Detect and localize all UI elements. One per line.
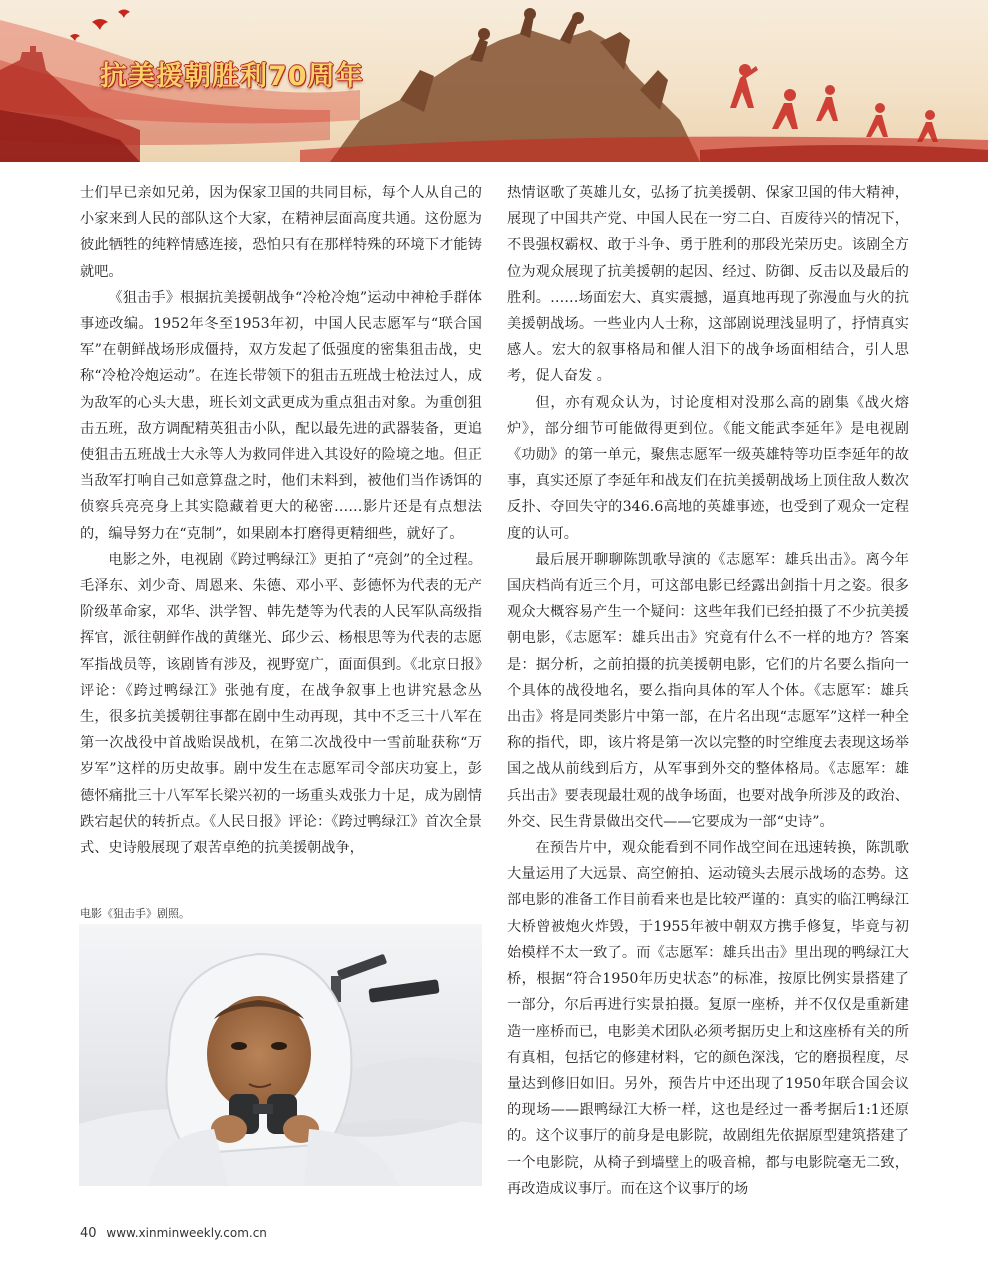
film-still-photo: [79, 924, 482, 1186]
photo-caption: 电影《狙击手》剧照。: [80, 907, 190, 920]
paragraph: 在预告片中，观众能看到不同作战空间在迅速转换，陈凯歌大量运用了大远景、高空俯拍、运动镜头去展示战场的态势。这部电影的准备工作目前看来也是比较严谨的：真实的临江鸭绿江大桥曾被炮火炸毁，于1955年被中朝双方携手修复，毕竟与初始模样不太一致了。而《志愿军：雄兵出击》里出现的鸭绿江大桥，根据“符合1950年历史状态”的标准，按原比例实景搭建了一部分，尔后再进行实景拍摄。复原一座桥，并不仅仅是重新建造一座桥而已，电影美术团队必须考据历史上和这座桥有关的所有真相，包括它的修建材料，它的颜色深浅，它的磨损程度，尽量达到修旧如旧。另外，预告片中还出现了1950年联合国会议的现场——跟鸭绿江大桥一样，这也是经过一番考据后1:1还原的。这个议事厅的前身是电影院，故剧组先依据原型建筑搭建了一个电影院，从椅子到墙壁上的吸音棉，都与电影院毫无二致，再改造成议事厅。而在这个议事厅的场: [507, 840, 909, 1197]
paragraph: 士们早已亲如兄弟，因为保家卫国的共同目标，每个人从自己的小家来到人民的部队这个大家，在精神层面高度共通。这份愿为彼此牺牲的纯粹情感连接，恐怕只有在那样特殊的环境下才能铸就吧。: [80, 185, 482, 280]
article-left-column: [80, 180, 482, 861]
page-number: 40: [80, 1226, 97, 1241]
paragraph: 电影之外，电视剧《跨过鸭绿江》更拍了“亮剑”的全过程。毛泽东、刘少奇、周恩来、朱德、邓小平、彭德怀为代表的无产阶级革命家，邓华、洪学智、韩先楚等为代表的人民军队高级指挥官，派往朝鲜作战的黄继光、邱少云、杨根思等为代表的志愿军指战员等，该剧皆有涉及，视野宽广，面面俱到。《北京日报》评论：《跨过鸭绿江》张弛有度，在战争叙事上也讲究悬念丛生，很多抗美援朝往事都在剧中生动再现，其中不乏三十八军在第一次战役中首战贻误战机，在第二次战役中一雪前耻获称“万岁军”这样的历史故事。剧中发生在志愿军司令部庆功宴上，彭德怀痛批三十八军军长梁兴初的一场重头戏张力十足，成为剧情跌宕起伏的转折点。《人民日报》评论：《跨过鸭绿江》首次全景式、史诗般展现了艰苦卓绝的抗美援朝战争，: [80, 551, 482, 857]
soldier-silhouettes: [730, 64, 938, 142]
header-banner: [0, 0, 988, 162]
article-right-column: [507, 180, 909, 1202]
page-footer: [80, 1226, 267, 1241]
website-link[interactable]: www.xinminweekly.com.cn: [106, 1226, 267, 1240]
photo-artwork: [79, 924, 482, 1186]
dove-icon: [70, 10, 130, 42]
section-title: 抗美援朝胜利70周年: [100, 61, 364, 92]
paragraph: 最后展开聊聊陈凯歌导演的《志愿军：雄兵出击》。离今年国庆档尚有近三个月，可这部电影已经露出剑指十月之姿。很多观众大概容易产生一个疑问：这些年我们已经拍摄了不少抗美援朝电影，《志愿军：雄兵出击》究竟有什么不一样的地方？答案是：据分析，之前拍摄的抗美援朝电影，它们的片名要么指向一个具体的战役地名，要么指向具体的军人个体。《志愿军：雄兵出击》将是同类影片中第一部，在片名出现“志愿军”这样一种全称的指代，即，该片将是第一次以完整的时空维度去表现这场举国之战从前线到后方，从军事到外交的整体格局。《志愿军：雄兵出击》要表现最壮观的战争场面，也要对战争所涉及的政治、外交、民生背景做出交代——它要成为一部“史诗”。: [507, 551, 909, 830]
paragraph: 但，亦有观众认为，讨论度相对没那么高的剧集《战火熔炉》，部分细节可能做得更到位。《能文能武李延年》是电视剧《功勋》的第一单元，聚焦志愿军一级英雄特等功臣李延年的故事，真实还原了李延年和战友们在抗美援朝战场上顶住敌人数次反扑、夺回失守的346.6高地的英雄事迹，也受到了观众一定程度的认可。: [507, 394, 909, 542]
paragraph: 热情讴歌了英雄儿女，弘扬了抗美援朝、保家卫国的伟大精神，展现了中国共产党、中国人民在一穷二白、百废待兴的情况下，不畏强权霸权、敢于斗争、勇于胜利的那段光荣历史。该剧全方位为观众展现了抗美援朝的起因、经过、防御、反击以及最后的胜利。……场面宏大、真实震撼，逼真地再现了弥漫血与火的抗美援朝战场。一些业内人士称，这部剧说理浅显明了，抒情真实感人。宏大的叙事格局和催人泪下的战争场面相结合，引人思考，促人奋发 。: [507, 185, 909, 385]
paragraph: 《狙击手》根据抗美援朝战争“冷枪冷炮”运动中神枪手群体事迹改编。1952年冬至1953年初，中国人民志愿军与“联合国军”在朝鲜战场形成僵持，双方发起了低强度的密集狙击战，史称“冷枪冷炮运动”。在连长带领下的狙击五班战士枪法过人，成为敌军的心头大患，班长刘文武更成为重点狙击对象。为重创狙击五班，敌方调配精英狙击小队，配以最先进的武器装备，更追使狙击五班战士大永等人为救同伴进入其设好的险境之地。但正当敌军打响自己如意算盘之时，他们未料到，被他们当作诱饵的侦察兵亮亮身上其实隐藏着更大的秘密……影片还是有点想法的，编导努力在“克制”，如果剧本打磨得更精细些，就好了。: [80, 289, 482, 542]
